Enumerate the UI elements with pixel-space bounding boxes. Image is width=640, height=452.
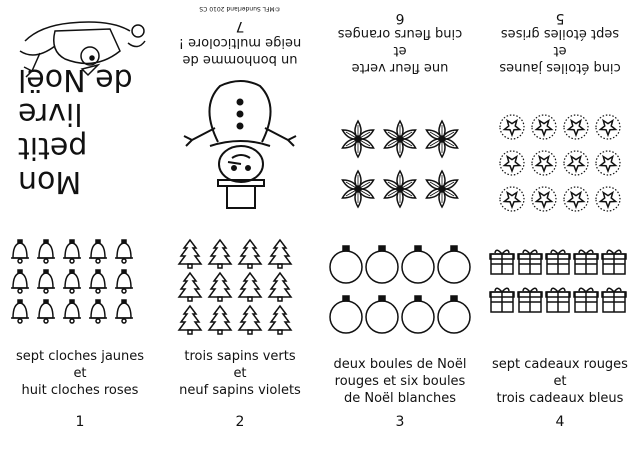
gift-icon	[602, 288, 626, 312]
poinsettia-flower-icon	[425, 171, 459, 207]
gift-icon	[546, 250, 570, 274]
bell-icon	[37, 240, 55, 263]
christmas-tree-icon	[179, 306, 201, 334]
star-ornament-icon	[500, 115, 524, 139]
star-ornament-icon	[532, 115, 556, 139]
bell-icon	[63, 270, 81, 293]
bauble-icon	[438, 246, 470, 283]
bell-icon	[115, 270, 133, 293]
stars-grid	[480, 101, 640, 211]
bell-icon	[115, 300, 133, 323]
christmas-tree-icon	[239, 306, 261, 334]
bauble-icon	[402, 296, 434, 333]
star-ornament-icon	[564, 151, 588, 175]
christmas-tree-icon	[269, 273, 291, 301]
page-3-caption: deux boules de Noël rouges et six boules de Noël blanches	[333, 357, 467, 406]
star-ornament-icon	[532, 151, 556, 175]
poinsettia-flower-icon	[383, 121, 417, 157]
christmas-tree-icon	[269, 306, 291, 334]
page-3-panel	[320, 226, 480, 452]
snowman-icon	[180, 76, 300, 216]
christmas-tree-icon	[239, 240, 261, 268]
christmas-tree-icon	[209, 306, 231, 334]
bell-icon	[89, 270, 107, 293]
page-6-caption: une fleur verte et cinq fleurs oranges	[337, 26, 463, 75]
christmas-tree-icon	[239, 273, 261, 301]
christmas-tree-icon	[269, 240, 291, 268]
bells-grid	[0, 236, 160, 336]
poinsettia-flower-icon	[383, 171, 417, 207]
bell-icon	[37, 300, 55, 323]
poinsettia-flower-icon	[425, 121, 459, 157]
gifts-grid	[480, 246, 640, 346]
star-ornament-icon	[532, 187, 556, 211]
gift-icon	[574, 250, 598, 274]
page-4-number: 4	[555, 414, 565, 430]
bell-icon	[89, 240, 107, 263]
page-7-number: 7	[235, 18, 245, 34]
star-ornament-icon	[564, 187, 588, 211]
bell-icon	[11, 270, 29, 293]
star-ornament-icon	[596, 187, 620, 211]
poinsettia-flower-icon	[341, 121, 375, 157]
gift-icon	[518, 250, 542, 274]
bauble-icon	[330, 246, 362, 283]
star-ornament-icon	[596, 115, 620, 139]
title-line-2: petit livre	[18, 96, 88, 165]
page-2-panel	[160, 226, 320, 452]
bell-icon	[63, 240, 81, 263]
star-ornament-icon	[500, 151, 524, 175]
star-ornament-icon	[500, 187, 524, 211]
bell-icon	[37, 270, 55, 293]
page-7-panel	[160, 0, 320, 226]
star-ornament-icon	[596, 151, 620, 175]
page-5-caption: cinq étoiles jaunes et sept étoiles grises	[499, 26, 621, 75]
santa-sleigh-icon	[10, 11, 150, 81]
bell-icon	[115, 240, 133, 263]
star-ornament-icon	[564, 115, 588, 139]
christmas-tree-icon	[209, 273, 231, 301]
gift-icon	[490, 250, 514, 274]
page-1-caption: sept cloches jaunes et huit cloches roses	[15, 349, 145, 398]
copyright-credit: ©MFL Sunderland 2010 CS	[199, 5, 281, 12]
title-line-1: Mon	[18, 164, 82, 199]
book-title	[18, 62, 158, 198]
page-4-caption: sept cadeaux rouges et trois cadeaux bleus	[492, 357, 628, 406]
page-1-number: 1	[75, 414, 85, 430]
gift-icon	[490, 288, 514, 312]
page-6-number: 6	[395, 10, 405, 26]
bell-icon	[11, 240, 29, 263]
bauble-icon	[438, 296, 470, 333]
bell-icon	[63, 300, 81, 323]
page-5-panel	[480, 0, 640, 226]
bell-icon	[89, 300, 107, 323]
page-5-number: 5	[555, 10, 565, 26]
christmas-tree-icon	[179, 240, 201, 268]
christmas-tree-icon	[209, 240, 231, 268]
page-4-panel	[480, 226, 640, 452]
page-7-caption: un bonhomme de neige multicolore !	[178, 35, 302, 67]
christmas-tree-icon	[179, 273, 201, 301]
bauble-icon	[366, 246, 398, 283]
poinsettia-flower-icon	[341, 171, 375, 207]
title-line-3: de Noël	[18, 62, 133, 97]
trees-grid	[160, 238, 320, 338]
page-3-number: 3	[395, 414, 405, 430]
page-2-number: 2	[235, 414, 245, 430]
bauble-icon	[402, 246, 434, 283]
page-6-panel	[320, 0, 480, 226]
bauble-icon	[330, 296, 362, 333]
gift-icon	[546, 288, 570, 312]
cover-panel	[0, 0, 160, 226]
gift-icon	[602, 250, 626, 274]
page-2-caption: trois sapins verts et neuf sapins violets	[179, 349, 301, 398]
bell-icon	[11, 300, 29, 323]
gift-icon	[574, 288, 598, 312]
baubles-grid	[320, 240, 480, 350]
bauble-icon	[366, 296, 398, 333]
gift-icon	[518, 288, 542, 312]
flowers-grid	[320, 101, 480, 211]
page-1-panel	[0, 226, 160, 452]
